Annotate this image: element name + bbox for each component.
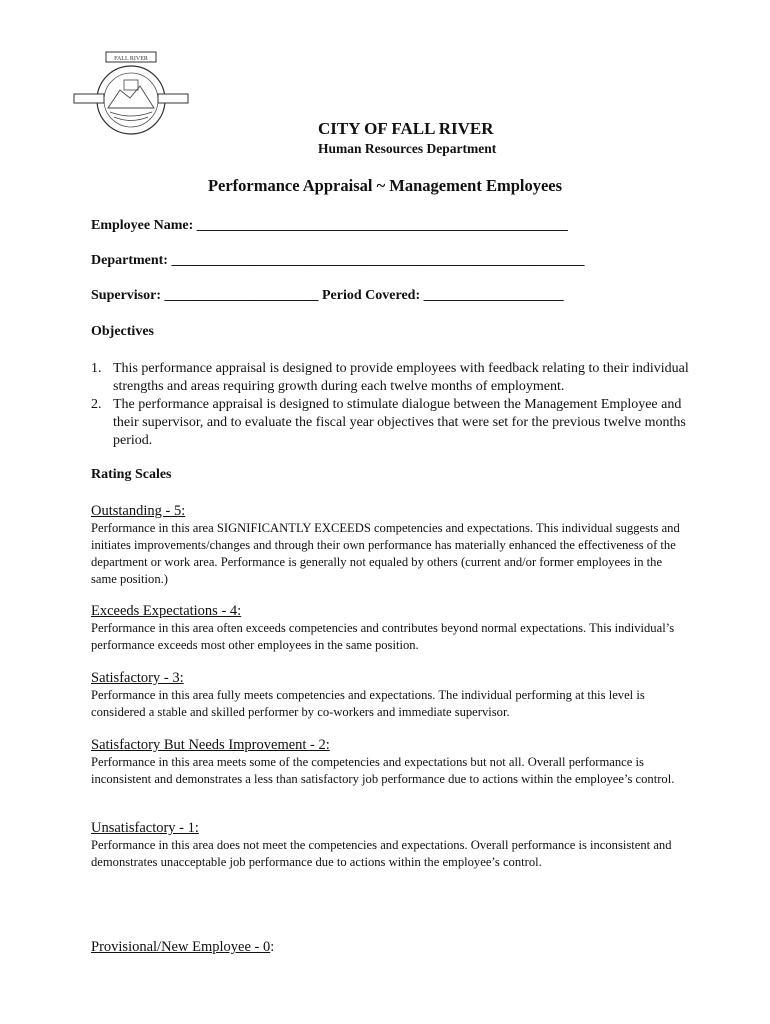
rating-description: Performance in this area often exceeds competencies and contributes beyond normal expectations. This individual’s performance exceeds most other employees in the same position. <box>91 621 675 652</box>
city-name: CITY OF FALL RIVER <box>318 119 494 138</box>
rating-unsatisfactory <box>91 819 691 871</box>
supervisor-field[interactable]: Supervisor: ______________________ <box>91 288 319 303</box>
supervisor-period-row <box>91 288 564 304</box>
rating-scales-heading: Rating Scales <box>91 467 172 482</box>
rating-title: Provisional/New Employee - 0 <box>91 939 271 955</box>
period-covered-field[interactable]: Period Covered: ____________________ <box>322 288 564 303</box>
rating-title: Satisfactory - 3: <box>91 670 184 686</box>
rating-title: Exceeds Expectations - 4: <box>91 603 242 619</box>
rating-title: Satisfactory But Needs Improvement - 2: <box>91 737 330 753</box>
employee-name-field[interactable]: Employee Name: _____________________________________________________ <box>91 218 568 233</box>
rating-title: Outstanding - 5: <box>91 503 186 519</box>
department-name: Human Resources Department <box>318 141 497 156</box>
rating-description: Performance in this area fully meets competencies and expectations. The individual performing at this level is considered a stable and skilled performer by co-workers and immediate supervisor. <box>91 688 645 719</box>
rating-description: Performance in this area does not meet the competencies and expectations. Overall performance is inconsistent and demonstrates unacceptable job performance due to actions within the employee’s control. <box>91 838 672 869</box>
rating-provisional <box>91 938 691 956</box>
rating-needs-improvement <box>91 736 691 788</box>
rating-title: Unsatisfactory - 1: <box>91 820 199 836</box>
rating-exceeds-expectations <box>91 602 691 654</box>
objective-item <box>91 396 691 450</box>
seal-label: FALL RIVER <box>114 56 148 62</box>
objective-text: This performance appraisal is designed to provide employees with feedback relating to their individual strengths and areas requiring growth during each twelve months of employment. <box>113 361 689 394</box>
document-header <box>318 118 496 158</box>
objectives-list <box>91 360 691 450</box>
rating-outstanding <box>91 502 691 588</box>
rating-colon: : <box>270 939 275 955</box>
department-field[interactable]: Department: ___________________________________________________________ <box>91 253 585 268</box>
rating-description: Performance in this area SIGNIFICANTLY EXCEEDS competencies and expectations. This individual suggests and initiates improvements/changes and through their own performance has materially enhanced the effectiveness of the department or work area. Performance is generally not equaled by others (current and/or former employees in the same position.) <box>91 521 680 586</box>
objective-number: 2. <box>91 397 102 412</box>
document-title: Performance Appraisal ~ Management Employees <box>207 176 563 195</box>
rating-description: Performance in this area meets some of the competencies and expectations but not all. Overall performance is inconsistent and demonstrates a less than satisfactory job performance due to actions within the employee’s control. <box>91 755 675 786</box>
objective-number: 1. <box>91 361 102 376</box>
city-seal-icon <box>72 50 190 145</box>
objective-item <box>91 360 691 396</box>
rating-satisfactory <box>91 669 691 721</box>
objectives-heading: Objectives <box>91 324 154 339</box>
objective-text: The performance appraisal is designed to stimulate dialogue between the Management Employee and their supervisor, and to evaluate the fiscal year objectives that were set for the previous twelve months period. <box>113 397 686 448</box>
